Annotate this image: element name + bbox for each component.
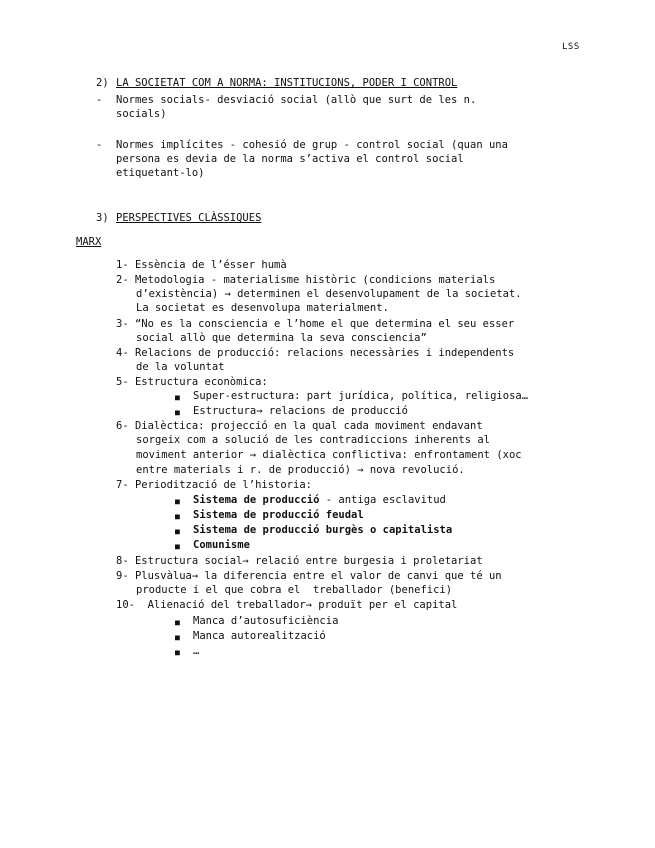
section-2-item-2-line-3: etiquetant-lo)	[116, 167, 205, 179]
marx-item-9-line-2: producte i el que cobra el treballador (benefici)	[136, 584, 453, 596]
marx-item-7: 7- Periodització de l’historia:	[116, 479, 312, 491]
marx-item-6-line-4: entre materials i r. de producció) → nova revolució.	[136, 464, 465, 476]
marx-item-7-sub-2: Sistema de producció feudal	[193, 509, 364, 521]
section-2-item-1-line-1: Normes socials- desviació social (allò que surt de les n.	[116, 94, 477, 106]
marx-item-4-line-2: de la voluntat	[136, 361, 225, 373]
section-2-item-1-dash: -	[96, 94, 103, 106]
marx-item-7-sub-4: Comunisme	[193, 539, 250, 551]
marx-item-10-sub-1: Manca d’autosuficiència	[193, 615, 339, 627]
marx-item-10-sub-2: Manca autorealització	[193, 630, 326, 642]
marx-item-7-sub-3: Sistema de producció burgès o capitalista	[193, 524, 453, 536]
bullet-icon: ■	[175, 393, 180, 402]
section-2-number: 2)	[96, 77, 109, 89]
bullet-icon: ■	[175, 648, 180, 657]
marx-item-9-line-1: 9- Plusvàlua→ la diferencia entre el valor de canvi que té un	[116, 570, 502, 582]
marx-item-3-line-2: social allò que determina la seva consciencia”	[136, 332, 427, 344]
marx-item-5-sub-2: Estructura→ relacions de producció	[193, 405, 408, 417]
bullet-icon: ■	[175, 542, 180, 551]
marx-item-5: 5- Estructura econòmica:	[116, 376, 268, 388]
bullet-icon: ■	[175, 497, 180, 506]
bullet-icon: ■	[175, 512, 180, 521]
section-3-number: 3)	[96, 212, 109, 224]
section-3-title: PERSPECTIVES CLÀSSIQUES	[116, 212, 262, 224]
marx-item-7-sub-1	[193, 493, 446, 508]
page-header-tag: LSS	[562, 42, 580, 52]
bullet-icon: ■	[175, 527, 180, 536]
marx-item-6-line-2: sorgeix com a solució de les contradiccions inherents al	[136, 434, 491, 446]
marx-item-10: 10- Alienació del treballador→ produït per el capital	[116, 599, 458, 611]
section-2-item-2-line-2: persona es devia de la norma s’activa el control social	[116, 153, 464, 165]
section-2-item-1-line-2: socials)	[116, 108, 167, 120]
section-2-item-2-dash: -	[96, 139, 103, 151]
marx-item-10-sub-3: …	[193, 645, 200, 657]
marx-item-4-line-1: 4- Relacions de producció: relacions necessàries i independents	[116, 347, 515, 359]
bullet-icon: ■	[175, 408, 180, 417]
marx-item-7-sub-1-bold: Sistema de producció	[193, 494, 320, 506]
marx-item-7-sub-1-rest: - antiga esclavitud	[319, 494, 446, 506]
bullet-icon: ■	[175, 633, 180, 642]
marx-item-6-line-3: moviment anterior → dialèctica conflictiva: enfrontament (xoc	[136, 449, 522, 461]
section-2-title: LA SOCIETAT COM A NORMA: INSTITUCIONS, PODER I CONTROL	[116, 77, 458, 89]
marx-item-5-sub-1: Super-estructura: part jurídica, política, religiosa…	[193, 390, 529, 402]
section-2-item-2-line-1: Normes implícites - cohesió de grup - control social (quan una	[116, 139, 508, 151]
marx-heading: MARX	[76, 236, 102, 248]
marx-item-8: 8- Estructura social→ relació entre burgesia i proletariat	[116, 555, 483, 567]
marx-item-3-line-1: 3- “No es la consciencia e l’home el que determina el seu esser	[116, 318, 515, 330]
marx-item-2-line-3: La societat es desenvolupa materialment.	[136, 302, 389, 314]
marx-item-1: 1- Essència de l’ésser humà	[116, 259, 287, 271]
bullet-icon: ■	[175, 618, 180, 627]
marx-item-2-line-1: 2- Metodologia - materialisme històric (condicions materials	[116, 274, 496, 286]
marx-item-6-line-1: 6- Dialèctica: projecció en la qual cada moviment endavant	[116, 420, 483, 432]
marx-item-2-line-2: d’existència) → determinen el desenvolupament de la societat.	[136, 288, 522, 300]
